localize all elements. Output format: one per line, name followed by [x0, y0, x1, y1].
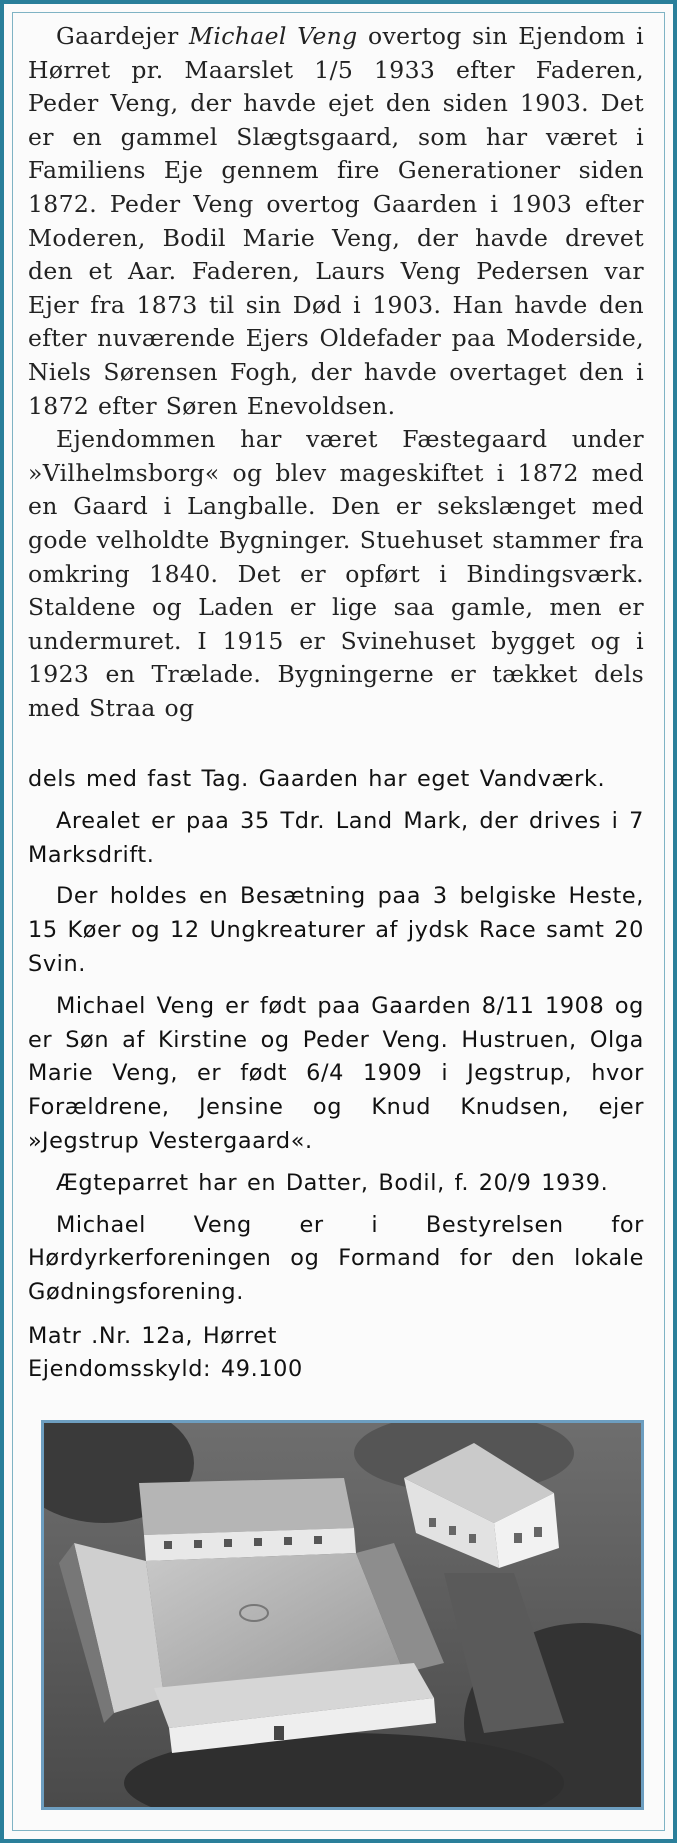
owner-name-italic: Michael Veng	[189, 22, 358, 50]
property-registration	[28, 1320, 644, 1387]
paragraph-text: Gaardejer	[56, 22, 190, 50]
paragraph-livestock: Der holdes en Besætning paa 3 belgiske Heste, 15 Køer og 12 Ungkreaturer af jydsk Race samt 20 Svin.	[28, 883, 644, 977]
paragraph-daughter: Ægteparret har en Datter, Bodil, f. 20/9 1939.	[56, 1169, 609, 1196]
article-lower-text	[28, 763, 644, 1387]
paragraph-area: Arealet er paa 35 Tdr. Land Mark, der drives i 7 Marksdrift.	[28, 807, 644, 868]
roof-back-building	[139, 1478, 354, 1535]
paragraph-text: Ejendommen har været Fæstegaard under »Vilhelmsborg« og blev mageskiftet i 1872 med en Gaard i Langballe. Den er sekslænget med gode velholdte Bygninger. Stuehuset stammer fra omkring 1840. Det er opført i Bindingsværk. Staldene og Laden er lige saa gamle, men er undermuret. I 1915 er Svinehuset bygget og i 1923 en Trælade. Bygningerne er tækket dels med Straa og	[28, 425, 644, 722]
article-upper-text	[28, 20, 644, 725]
paragraph-family: Michael Veng er født paa Gaarden 8/11 1908 og er Søn af Kirstine og Peder Veng. Hustruen, Olga Marie Veng, er født 6/4 1909 i Jegstrup, hvor Forældrene, Jensine og Knud Knudsen, ejer »Jegstrup Vestergaard«.	[28, 992, 644, 1154]
matr-number: Matr .Nr. 12a, Hørret	[28, 1322, 278, 1349]
ejendomsskyld: Ejendomsskyld: 49.100	[28, 1356, 303, 1383]
paragraph-text: overtog sin Ejendom i Hørret pr. Maarslet 1/5 1933 efter Faderen, Peder Veng, der havde ejet den siden 1903. Det er en gammel Slægtsgaard, som har været i Familiens Eje gennem fire Generationer siden 1872. Peder Veng overtog Gaarden i 1903 efter Moderen, Bodil Marie Veng, der havde drevet den et Aar. Faderen, Laurs Veng Pedersen var Ejer fra 1873 til sin Død i 1903. Han havde den efter nuværende Ejers Oldefader paa Moderside, Niels Sørensen Fogh, der havde overtaget den i 1872 efter Søren Enevoldsen.	[28, 22, 645, 420]
front-door	[274, 1726, 284, 1740]
paragraph-boards: Michael Veng er i Bestyrelsen for Hørdyrkerforeningen og Formand for den lokale Gødningsforening.	[28, 1211, 644, 1306]
farm-photo-illustration	[44, 1423, 641, 1807]
paragraph-buildings	[28, 423, 644, 725]
paragraph-ownership-history	[28, 20, 644, 423]
paragraph-continuation: dels med fast Tag. Gaarden har eget Vandværk.	[28, 766, 606, 792]
farm-aerial-photo	[41, 1420, 644, 1810]
